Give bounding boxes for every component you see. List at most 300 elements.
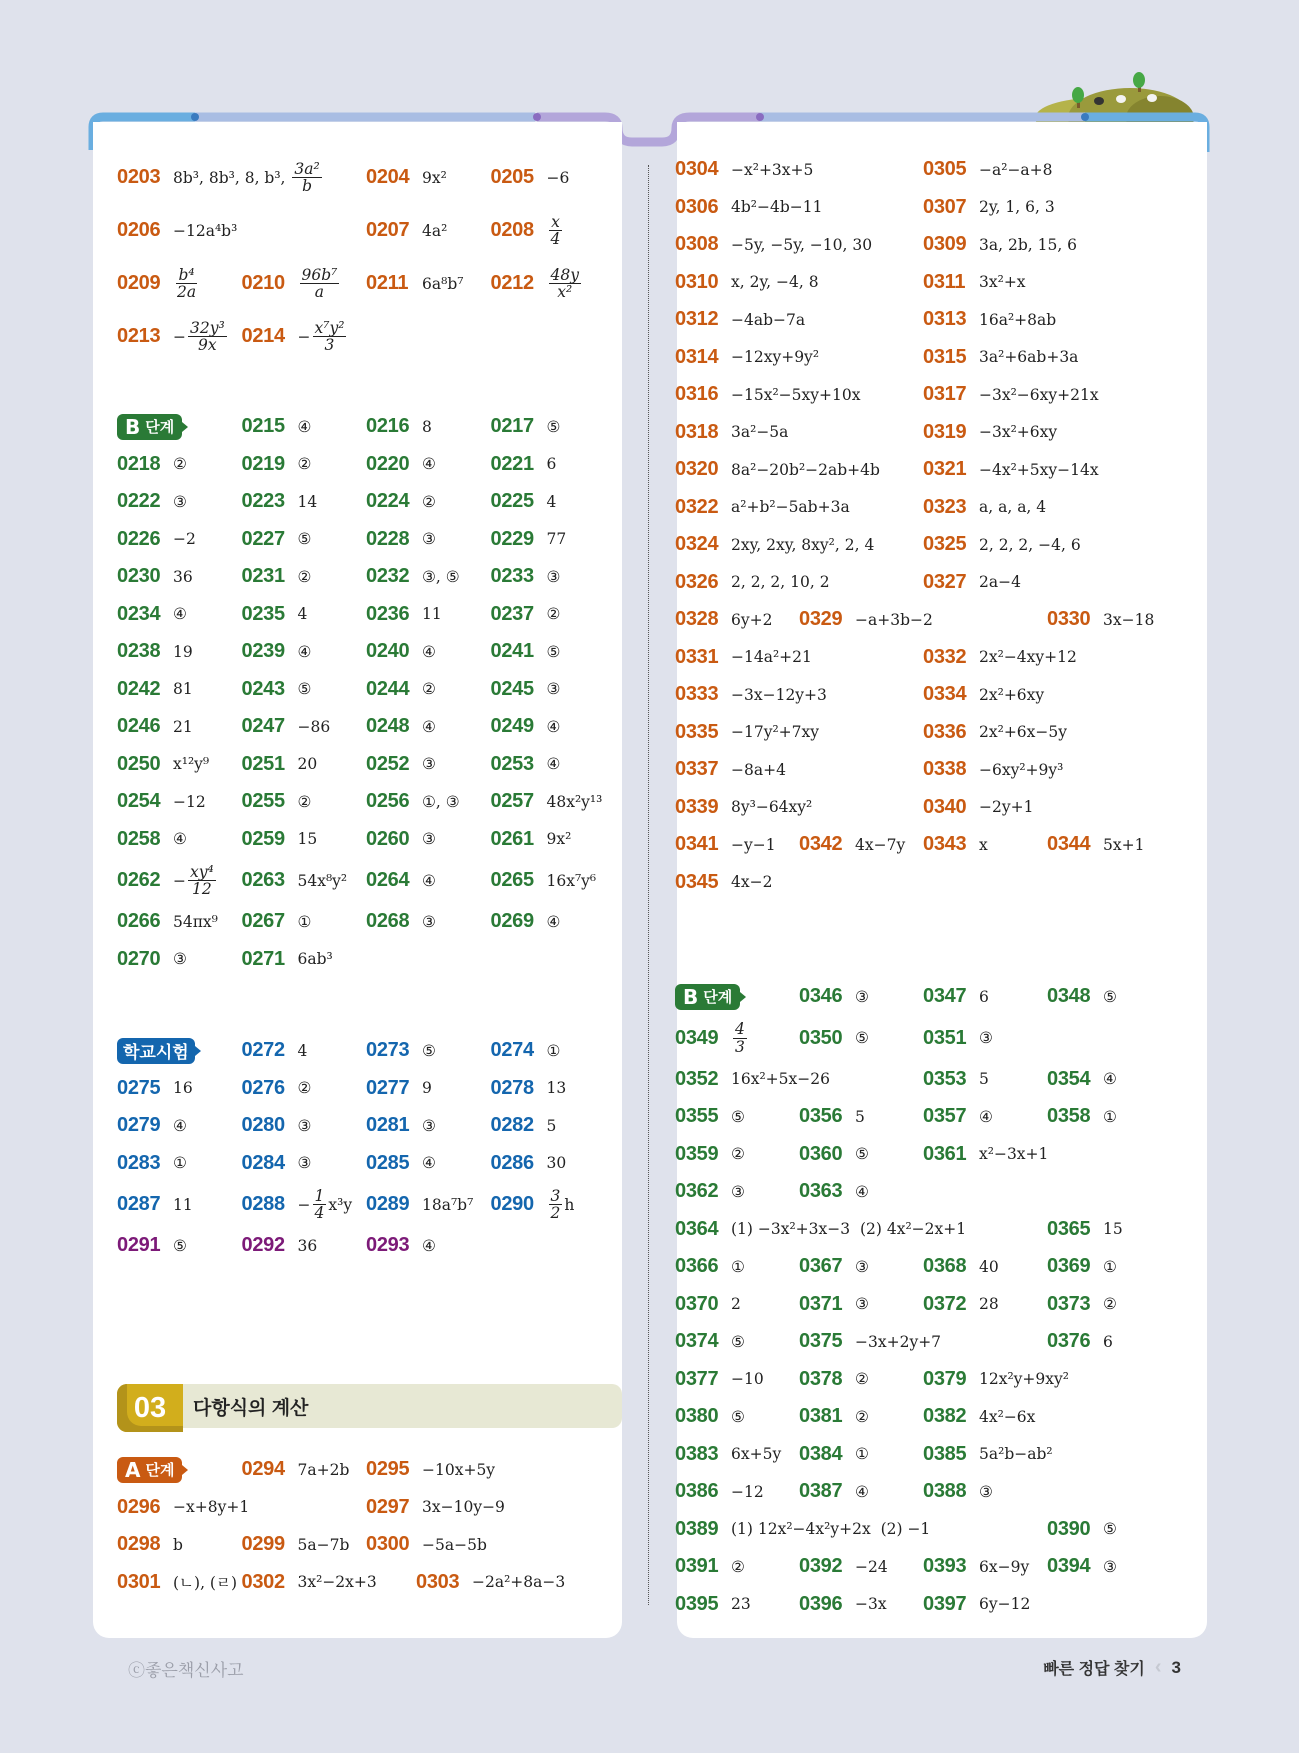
answer-value [173,161,324,195]
answer-text: 2, 2, 2, 10, 2 [731,573,830,592]
answer-item [366,603,491,626]
chapter-title: 다항식의 계산 [193,1397,309,1419]
answer-item [675,871,799,894]
answer-text: 2x²−4xy+12 [979,648,1077,667]
answer-text: 4 [546,492,557,511]
answer-row [675,1361,1195,1399]
answer-text: ④ [546,755,561,774]
answer-value [1103,1520,1117,1538]
answer-item [675,758,799,781]
answer-value [731,723,819,741]
answer-text: 5 [546,1116,557,1135]
answer-text: −12a⁴b³ [173,221,238,240]
fraction-numerator: x [551,212,560,231]
problem-number: 0267 [241,910,285,933]
answer-item [117,453,242,476]
answer-item [117,1114,242,1137]
fraction-numerator: 4 [735,1020,745,1039]
answer-text: 12x²y+9xy² [979,1370,1069,1389]
problem-number: 0312 [675,308,719,331]
answer-text: ② [855,1370,869,1389]
answer-text: − [297,327,311,346]
answer-item [675,533,875,556]
problem-number: 0335 [675,720,719,743]
answer-text: 4b²−4b−11 [731,198,823,217]
answer-row [117,783,622,821]
answer-value [855,1333,941,1351]
problem-number: 0386 [675,1480,719,1503]
answer-item [491,715,616,738]
answer-text: ④ [546,717,561,736]
answer-value [979,1258,999,1276]
problem-number: 0297 [366,1495,410,1518]
answer-row [675,1248,1195,1286]
answer-item [675,1143,799,1166]
answer-text: −x²+3x+5 [731,160,814,179]
answer-value [731,1445,781,1463]
answer-text: − [173,327,186,346]
problem-number: 0261 [490,827,534,850]
answer-value [855,1558,888,1576]
answer-value [173,950,187,968]
answer-value [422,1117,436,1135]
answer-item [117,565,242,588]
fraction [313,1188,327,1222]
problem-number: 0289 [366,1193,410,1215]
answer-item [242,678,367,701]
answer-text: ⑤ [546,642,561,661]
answer-item [1047,1105,1171,1128]
fraction [292,161,321,195]
answer-row [117,941,622,979]
answer-item [1047,1218,1171,1241]
problem-number: 0374 [675,1330,719,1353]
answer-item [117,1533,242,1556]
problem-number: 0208 [490,219,534,241]
answer-value [547,214,565,248]
answer-value [979,1370,1069,1388]
answer-value [979,1445,1053,1463]
problem-number: 0347 [923,985,967,1008]
answer-text: 6 [546,455,557,474]
answer-item [491,828,616,851]
answer-value [298,267,342,301]
answer-value [979,1408,1035,1426]
answer-item [675,720,820,744]
problem-number: 0391 [675,1555,719,1578]
answer-item [923,1593,1047,1616]
answer-item [491,910,616,933]
answer-row [117,1227,622,1265]
answer-item [923,833,1047,856]
answer-value [731,1333,745,1351]
answer-item [799,1027,923,1050]
answer-text: ③ [422,755,436,774]
problem-number: 0205 [490,166,534,188]
answer-item [1047,1255,1171,1278]
answer-value [731,1220,966,1238]
answer-item [242,565,367,588]
answer-item [491,528,616,551]
answer-item [675,1555,799,1578]
answer-item [675,270,819,294]
answer-item [675,1368,799,1391]
answer-text: ③ [297,1154,312,1173]
answer-value [855,611,933,629]
answer-row [117,1032,622,1070]
answer-item [117,828,242,851]
answer-row [675,676,1195,714]
answer-text: −3x [855,1595,887,1614]
answer-value [979,1070,989,1088]
answer-text: 4 [297,1041,308,1060]
answer-value [731,1108,745,1126]
problem-number: 0204 [366,166,410,188]
answer-text: −6 [546,168,570,187]
problem-number: 0239 [241,640,285,663]
answer-item [1047,1068,1171,1091]
answer-text: 15 [297,830,318,849]
answer-value [547,1079,567,1097]
answer-text: −8a+4 [731,760,786,779]
answer-value [422,418,432,436]
fraction-denominator: 4 [550,230,561,248]
answer-suffix: x³y [328,1195,353,1214]
answer-value [298,872,348,890]
answer-item [923,1405,1047,1428]
column-divider [648,165,649,1605]
answer-value [547,605,561,623]
answer-value [731,161,813,179]
answer-value [173,1571,237,1593]
answer-text: ③, ⑤ [422,567,460,586]
answer-value [547,568,561,586]
problem-number: 0358 [1047,1105,1091,1128]
answer-item [117,1495,250,1519]
problem-number: 0333 [675,683,719,706]
answer-text: −2a²+8a−3 [472,1573,566,1592]
page-number: 3 [1171,1657,1181,1677]
problem-number: 0273 [366,1039,410,1062]
answer-item [117,864,242,898]
answer-row [117,708,622,746]
answer-item [242,320,367,354]
problem-number: 0219 [241,452,285,475]
answer-value [298,913,312,931]
level-badge-cell [117,1457,242,1483]
problem-number: 0292 [241,1234,285,1257]
answer-item [117,490,242,513]
answer-text: 4x−2 [731,873,773,892]
answer-text: − [297,1195,311,1214]
answer-row [675,826,1195,864]
problem-number: 0259 [241,827,285,850]
answer-text: 81 [173,680,193,699]
answer-value [173,1079,193,1097]
answer-row [675,1548,1195,1586]
answer-value [547,530,567,548]
answer-value [1103,1333,1113,1351]
answer-text: −86 [297,717,331,736]
answer-item [1047,1293,1171,1316]
answer-row [675,789,1195,827]
answer-value [731,1295,741,1313]
answer-text: −3x²−6xy+21x [979,385,1099,404]
answer-value [298,1237,318,1255]
fraction-denominator: x² [557,283,573,301]
problem-number: 0264 [366,869,410,891]
problem-number: 0304 [675,158,719,181]
answer-text: ③ [422,1116,436,1135]
answer-text: x²−3x+1 [979,1145,1049,1164]
answer-text: ② [297,455,312,474]
problem-number: 0256 [366,790,410,813]
answer-item [1047,1555,1171,1578]
answer-text: 20 [297,755,318,774]
problem-number: 0212 [490,272,534,294]
answer-item [366,490,491,513]
problem-number: 0318 [675,420,719,443]
answer-item [675,1293,799,1316]
answer-value [298,950,333,968]
answer-item [923,720,1068,744]
fraction-denominator: 9x [198,336,217,354]
answer-text: 3a²−5a [731,423,789,442]
answer-text: ⑤ [173,1236,187,1255]
answer-item [117,1193,242,1216]
answer-value [547,830,572,848]
answer-text: ④ [173,1116,187,1135]
answer-row [675,1473,1195,1511]
answer-text: 2a−4 [979,573,1021,592]
answer-value [472,1573,565,1591]
answer-item [923,496,1047,519]
answer-item [675,195,823,219]
answer-value [731,1183,745,1201]
answer-item [1047,833,1171,856]
problem-number: 0366 [675,1255,719,1278]
answer-text: ⑤ [422,1041,436,1060]
answer-item [1047,1330,1171,1353]
problem-number: 0336 [923,720,967,743]
problem-number: 0305 [923,158,967,181]
answer-item [117,790,242,813]
answer-item [799,608,933,631]
answer-text: ④ [422,455,436,474]
problem-number: 0393 [923,1555,967,1578]
problem-number: 0310 [675,270,719,293]
answer-item [923,1255,1047,1278]
problem-number: 0332 [923,645,967,668]
answer-item [799,985,923,1008]
problem-number: 0242 [117,677,161,700]
problem-number: 0356 [799,1105,843,1128]
problem-number: 0376 [1047,1330,1091,1353]
answer-text: 36 [173,567,193,586]
answer-item [117,910,242,933]
problem-number: 0309 [923,233,967,256]
problem-number: 0375 [799,1330,843,1353]
answer-row [117,446,622,484]
problem-number: 0260 [366,827,410,850]
answer-text: ④ [855,1182,869,1201]
problem-number: 0280 [241,1114,285,1137]
answer-text: ④ [422,1236,436,1255]
problem-number: 0203 [117,166,161,188]
answer-value [1103,1220,1123,1238]
problem-number: 0339 [675,795,719,818]
problem-number: 0301 [117,1570,161,1593]
answer-value [979,1558,1029,1576]
problem-number: 0220 [366,452,410,475]
problem-number: 0359 [675,1142,719,1165]
answer-text: 40 [979,1257,999,1276]
answer-text: ③ [855,1257,869,1276]
answer-text: 2x²+6xy [979,685,1045,704]
problem-number: 0392 [799,1555,843,1578]
problem-number: 0389 [675,1517,719,1540]
answer-text: ① [1103,1257,1117,1276]
answer-text: ④ [855,1482,869,1501]
answer-text: −4x²+5xy−14x [979,460,1099,479]
answer-item [675,458,880,481]
answer-section-R1 [675,151,1195,901]
answer-item [366,1039,491,1062]
answer-value [298,1154,312,1172]
problem-number: 0211 [366,272,409,294]
answer-value [731,461,880,479]
answer-value [173,913,218,931]
problem-number: 0291 [117,1234,161,1257]
problem-number: 0350 [799,1026,843,1049]
problem-number: 0269 [490,910,534,933]
answer-value [731,386,860,404]
answer-item [117,948,242,971]
answer-value [547,872,597,890]
answer-item [675,233,873,256]
footer-title: 빠른 정답 찾기 [1043,1661,1145,1678]
answer-text: 8a²−20b²−2ab+4b [731,460,880,479]
problem-number: 0215 [241,415,285,438]
answer-text: ①, ③ [422,792,460,811]
answer-item [799,1143,923,1166]
answer-value [1103,1108,1117,1126]
answer-item [366,753,491,776]
answer-value [422,643,436,661]
problem-number: 0373 [1047,1292,1091,1315]
answer-value [979,1295,999,1313]
answer-value [422,1042,436,1060]
answer-text: ③ [855,987,869,1006]
answer-row [117,746,622,784]
answer-text: ④ [422,871,436,890]
answer-text: ② [731,1145,745,1164]
answer-value [298,1461,350,1479]
fraction [188,320,227,354]
answer-value [731,1070,830,1088]
answer-value [855,1483,869,1501]
answer-value [298,1573,377,1591]
answer-row [117,257,622,310]
answer-text: (1) −3x²+3x−3 (2) 4x²−2x+1 [731,1220,967,1239]
problem-number: 0342 [799,833,843,856]
answer-value [173,1196,193,1214]
answer-text: 16 [173,1079,193,1098]
problem-number: 0299 [241,1533,285,1556]
answer-item [242,715,367,738]
problem-number: 0325 [923,533,967,556]
answer-value [731,798,812,816]
problem-number: 0321 [923,458,967,481]
answer-text: 6x+5y [731,1445,782,1464]
problem-number: 0240 [366,640,410,663]
problem-number: 0255 [241,790,285,813]
answer-text: ③ [546,567,561,586]
answer-item [366,166,491,189]
answer-text: 11 [173,1195,193,1214]
problem-number: 0352 [675,1067,719,1090]
answer-row [117,408,622,446]
answer-item [491,166,616,189]
answer-item [799,1593,923,1616]
answer-text: 5x+1 [1103,835,1145,854]
problem-number: 0251 [241,752,285,775]
level-badge-cell [117,414,242,440]
answer-value [855,1370,869,1388]
answer-text: ④ [173,605,187,624]
answer-text: ③ [855,1295,869,1314]
answer-value [422,1498,505,1516]
answer-item [242,1114,367,1137]
chapter-header [117,1384,622,1428]
answer-row [117,1564,622,1602]
problem-number: 0248 [366,715,410,738]
badge-letter: B [683,984,699,1009]
answer-value [547,169,570,187]
answer-text: ② [422,680,436,699]
answer-value [422,913,436,931]
problem-number: 0337 [675,758,719,781]
answer-item [491,603,616,626]
answer-text: ③ [1103,1557,1117,1576]
answer-value [979,573,1021,591]
answer-row [117,1489,622,1527]
answer-item [675,1067,830,1091]
answer-text: 21 [173,717,193,736]
fraction-denominator: b [302,177,313,195]
answer-item [491,678,616,701]
answer-value [731,273,819,291]
problem-number: 0295 [366,1458,410,1481]
footer-title-area [1043,1656,1181,1679]
answer-text: ② [297,1079,312,1098]
answer-text: −y−1 [731,835,776,854]
problem-number: 0209 [117,272,161,294]
answer-value [855,1029,869,1047]
answer-item [117,1571,242,1594]
answer-item [675,308,806,331]
answer-item [923,1555,1047,1578]
answer-row [117,821,622,859]
answer-value [422,872,436,890]
answer-item [799,1443,923,1466]
answer-value [731,423,788,441]
answer-text: −4ab−7a [731,310,806,329]
answer-value [979,1595,1030,1613]
problem-number: 0349 [675,1026,719,1049]
problem-number: 0245 [490,677,534,700]
answer-item [923,158,1053,181]
